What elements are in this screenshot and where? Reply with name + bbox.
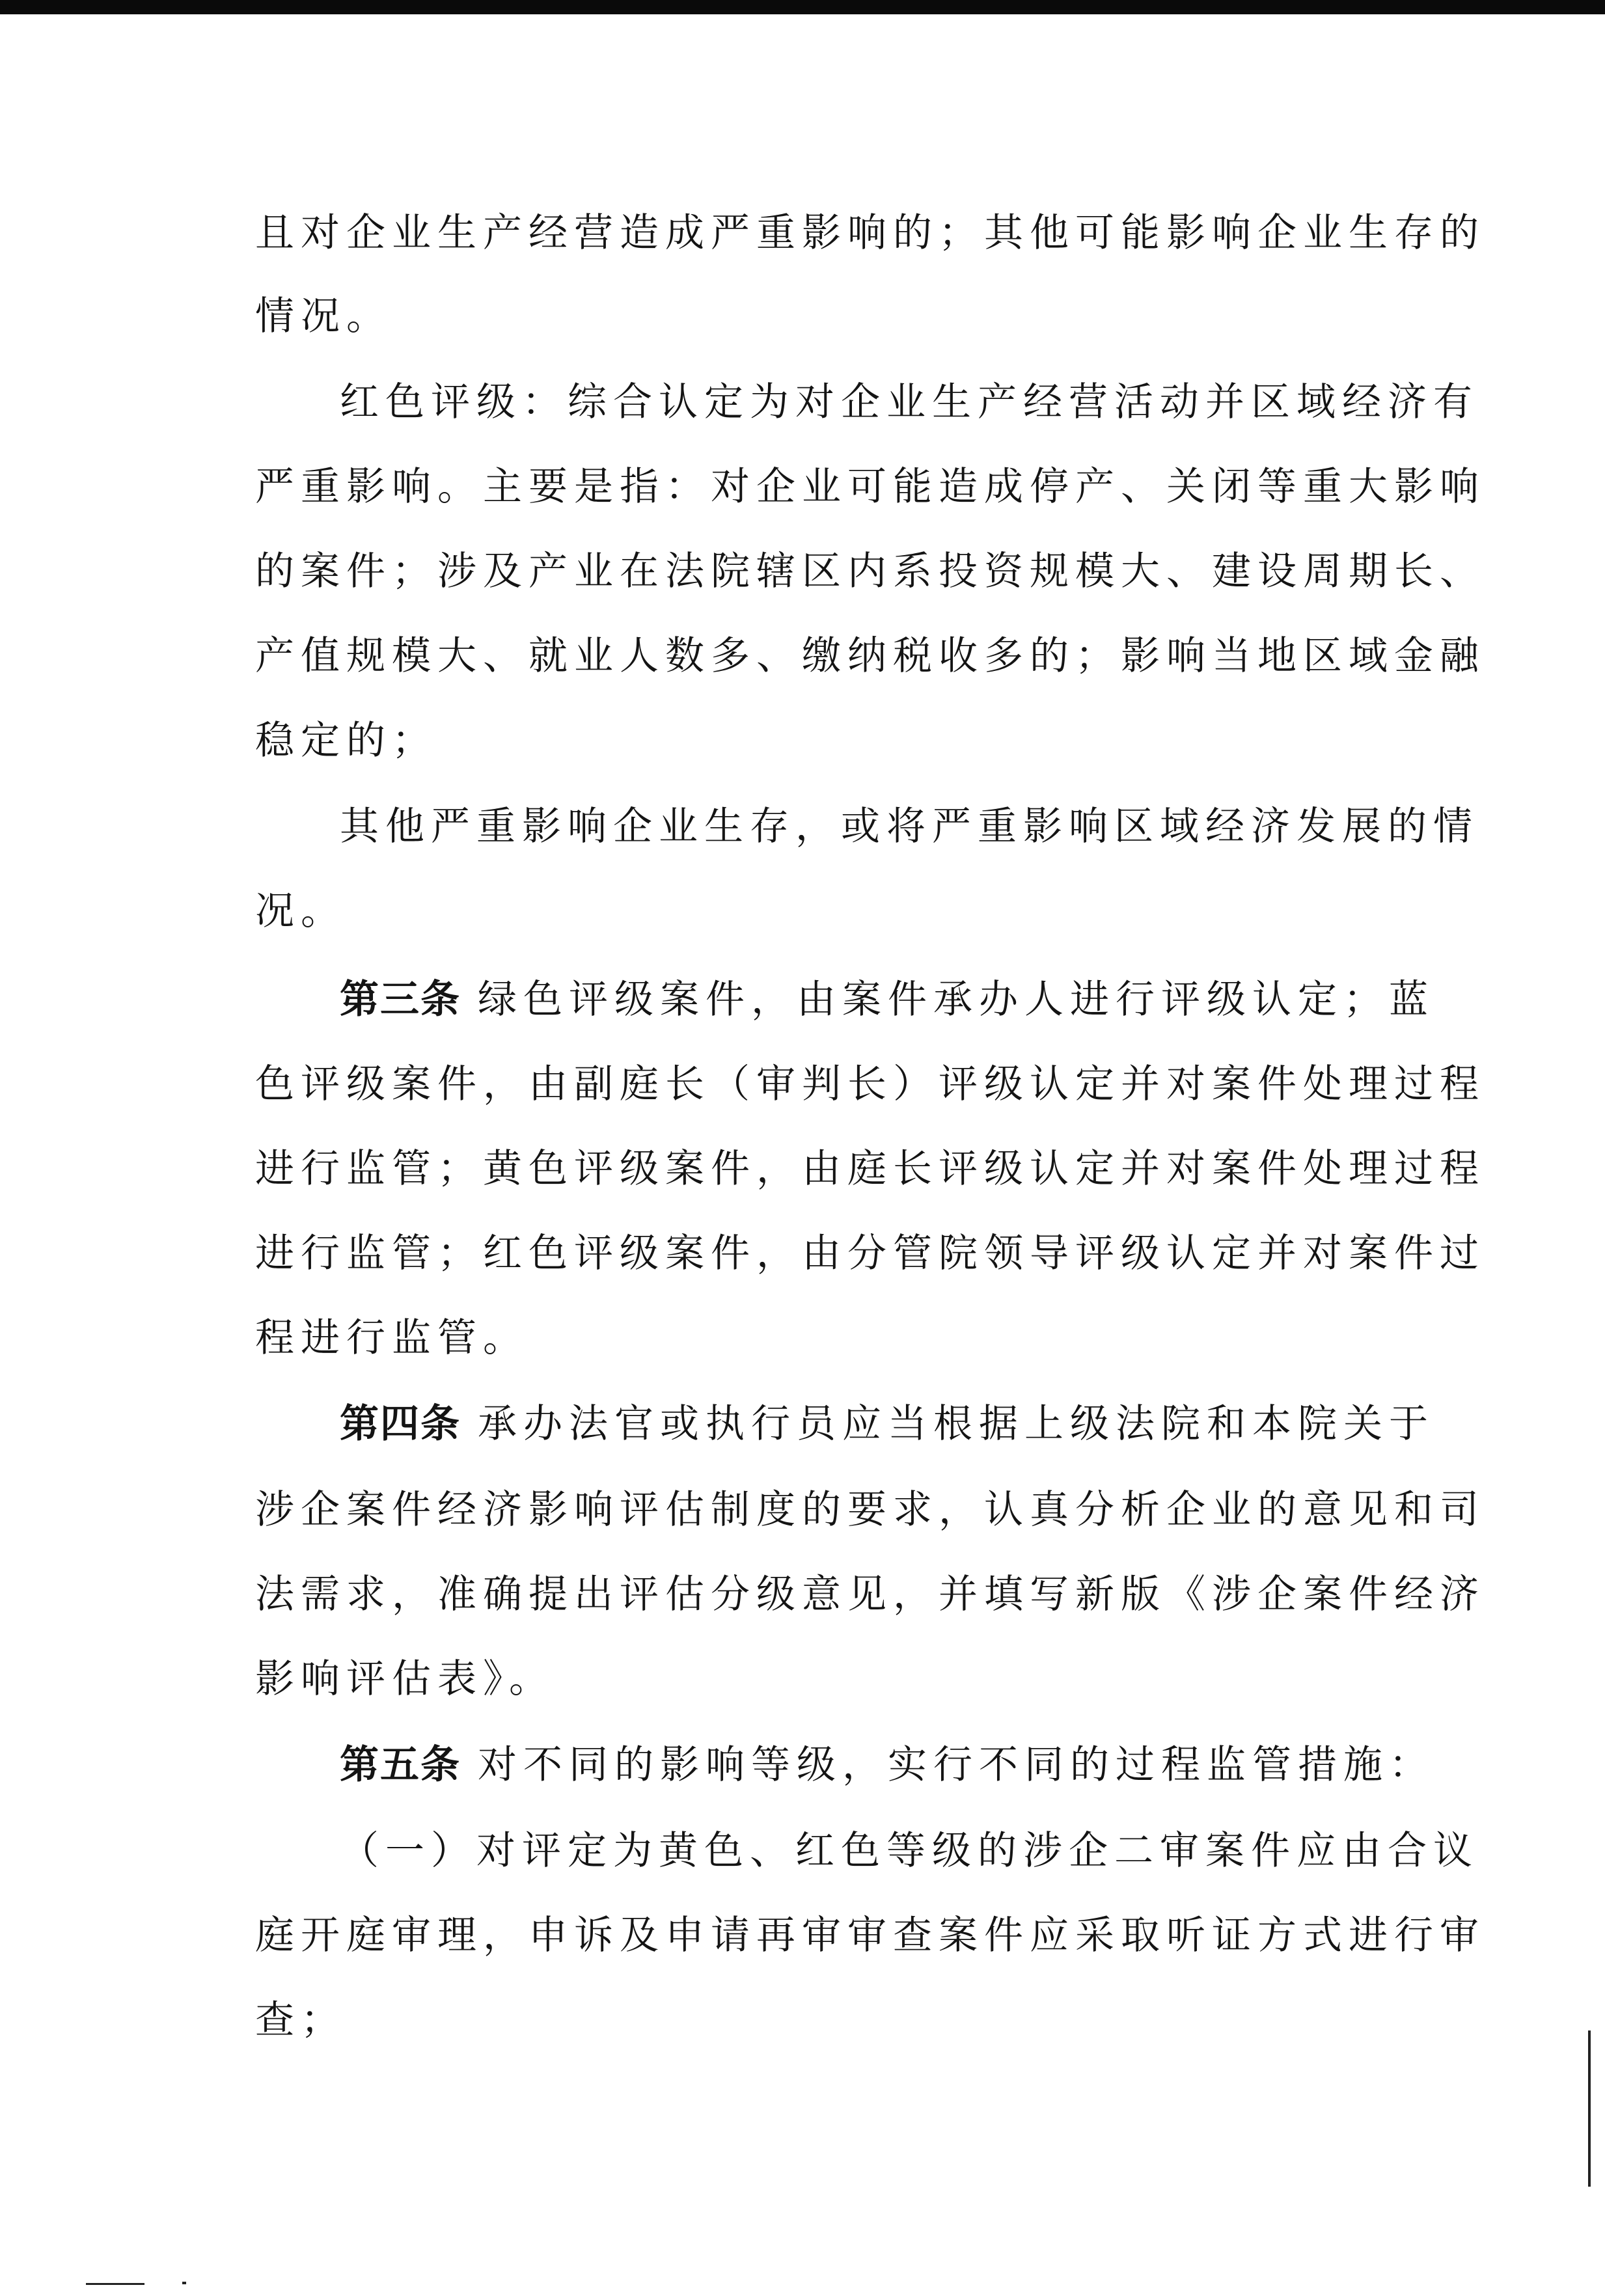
body-line: 严重影响。主要是指：对企业可能造成停产、关闭等重大影响 bbox=[255, 464, 1485, 510]
article-5-heading: 第五条 bbox=[340, 1742, 461, 1788]
scan-bottom-mark bbox=[86, 2283, 144, 2285]
body-line: 影响评估表》。 bbox=[255, 1656, 555, 1702]
body-line: 情况。 bbox=[255, 294, 392, 339]
body-line: 且对企业生产经营造成严重影响的；其他可能影响企业生存的 bbox=[255, 210, 1485, 256]
article-4: 第四条 承办法官或执行员应当根据上级法院和本院关于 bbox=[340, 1401, 1434, 1447]
scan-top-border bbox=[0, 0, 1605, 14]
paragraph-other: 其他严重影响企业生存，或将严重影响区域经济发展的情 bbox=[340, 804, 1479, 849]
body-line: 查； bbox=[255, 1997, 346, 2043]
article-3: 第三条 绿色评级案件，由案件承办人进行评级认定；蓝 bbox=[340, 977, 1434, 1022]
body-line: 况。 bbox=[255, 888, 346, 934]
article-4-heading: 第四条 bbox=[340, 1401, 461, 1447]
article-3-heading: 第三条 bbox=[340, 977, 461, 1022]
scan-dot-mark bbox=[182, 2282, 186, 2284]
body-line: 稳定的； bbox=[255, 718, 437, 763]
article-5: 第五条 对不同的影响等级，实行不同的过程监管措施： bbox=[340, 1742, 1434, 1788]
body-line: 法需求，准确提出评估分级意见，并填写新版《涉企案件经济 bbox=[255, 1572, 1485, 1617]
body-line: 进行监管；黄色评级案件，由庭长评级认定并对案件处理过程 bbox=[255, 1146, 1485, 1192]
scan-edge-mark bbox=[1588, 2030, 1591, 2187]
body-line: 进行监管；红色评级案件，由分管院领导评级认定并对案件过 bbox=[255, 1231, 1485, 1276]
paragraph-red-rating: 红色评级：综合认定为对企业生产经营活动并区域经济有 bbox=[340, 379, 1479, 425]
body-line: 程进行监管。 bbox=[255, 1315, 528, 1361]
clause-1: （一）对评定为黄色、红色等级的涉企二审案件应由合议 bbox=[340, 1828, 1479, 1874]
body-line: 的案件；涉及产业在法院辖区内系投资规模大、建设周期长、 bbox=[255, 549, 1485, 594]
body-line: 庭开庭审理，申诉及申请再审审查案件应采取听证方式进行审 bbox=[255, 1913, 1485, 1958]
body-line: 色评级案件，由副庭长（审判长）评级认定并对案件处理过程 bbox=[255, 1061, 1485, 1107]
body-line: 涉企案件经济影响评估制度的要求，认真分析企业的意见和司 bbox=[255, 1487, 1485, 1533]
body-line: 产值规模大、就业人数多、缴纳税收多的；影响当地区域金融 bbox=[255, 633, 1485, 679]
